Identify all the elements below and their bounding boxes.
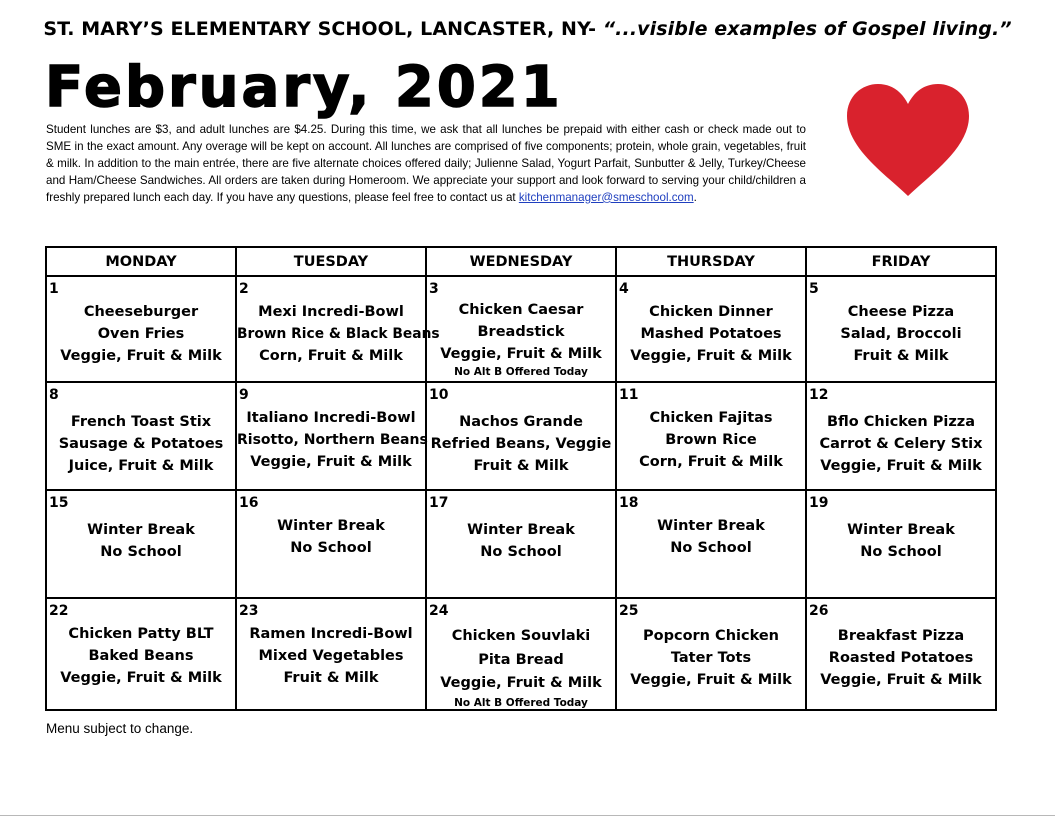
weekday-header: WEDNESDAY bbox=[426, 247, 616, 276]
menu-line: Veggie, Fruit & Milk bbox=[440, 346, 602, 362]
menu-line: Fruit & Milk bbox=[853, 348, 949, 364]
menu-line: Veggie, Fruit & Milk bbox=[630, 672, 792, 688]
menu-line: Brown Rice & Black Beans bbox=[237, 326, 440, 342]
day-menu bbox=[807, 301, 995, 367]
day-cell bbox=[806, 490, 996, 598]
menu-line: Corn, Fruit & Milk bbox=[639, 454, 783, 470]
day-menu bbox=[47, 301, 235, 367]
day-menu bbox=[47, 519, 235, 563]
menu-line: Chicken Patty BLT bbox=[68, 626, 214, 642]
menu-line: Fruit & Milk bbox=[283, 670, 379, 686]
menu-line: Fruit & Milk bbox=[473, 458, 569, 474]
menu-line: Salad, Broccoli bbox=[840, 326, 962, 342]
day-menu bbox=[617, 625, 805, 691]
day-menu bbox=[237, 515, 425, 559]
menu-line: Brown Rice bbox=[665, 432, 757, 448]
day-number: 4 bbox=[619, 281, 629, 297]
day-cell bbox=[46, 598, 236, 710]
menu-line: Veggie, Fruit & Milk bbox=[820, 458, 982, 474]
menu-line: No School bbox=[860, 544, 942, 560]
day-cell bbox=[426, 276, 616, 382]
school-name: ST. MARY’S ELEMENTARY SCHOOL, LANCASTER, NY- bbox=[43, 18, 597, 40]
week-row bbox=[46, 490, 996, 598]
menu-disclaimer: Menu subject to change. bbox=[46, 721, 194, 736]
menu-line: Nachos Grande bbox=[459, 414, 583, 430]
day-number: 3 bbox=[429, 281, 439, 297]
menu-line: Refried Beans, Veggie bbox=[430, 436, 612, 452]
day-number: 9 bbox=[239, 387, 249, 403]
day-number: 10 bbox=[429, 387, 449, 403]
intro-end: . bbox=[693, 190, 697, 204]
day-number: 1 bbox=[49, 281, 59, 297]
week-row bbox=[46, 598, 996, 710]
day-number: 17 bbox=[429, 495, 449, 511]
day-menu bbox=[47, 623, 235, 689]
day-menu bbox=[617, 301, 805, 367]
day-cell bbox=[616, 382, 806, 490]
menu-line: Winter Break bbox=[277, 518, 385, 534]
weekday-header: TUESDAY bbox=[236, 247, 426, 276]
day-number: 18 bbox=[619, 495, 639, 511]
day-number: 16 bbox=[239, 495, 259, 511]
menu-line: Winter Break bbox=[847, 522, 955, 538]
menu-line: Mexi Incredi-Bowl bbox=[258, 304, 404, 320]
menu-line: Chicken Souvlaki bbox=[451, 628, 591, 644]
weekday-header: FRIDAY bbox=[806, 247, 996, 276]
day-number: 19 bbox=[809, 495, 829, 511]
menu-line: Tater Tots bbox=[670, 650, 752, 666]
page-title: February, 2021 bbox=[45, 55, 563, 120]
menu-line: Pita Bread bbox=[478, 651, 564, 668]
day-cell bbox=[806, 382, 996, 490]
menu-line: Ramen Incredi-Bowl bbox=[249, 626, 413, 642]
menu-line: Chicken Dinner bbox=[649, 304, 773, 320]
menu-line: Roasted Potatoes bbox=[828, 650, 974, 666]
menu-line: No School bbox=[480, 544, 562, 560]
menu-line: Sausage & Potatoes bbox=[58, 436, 224, 452]
menu-line: Popcorn Chicken bbox=[643, 628, 779, 644]
day-menu bbox=[807, 625, 995, 691]
day-cell bbox=[616, 598, 806, 710]
menu-line: Cheeseburger bbox=[83, 304, 199, 320]
menu-line: Risotto, Northern Beans bbox=[237, 432, 428, 448]
menu-line: Carrot & Celery Stix bbox=[819, 436, 983, 452]
day-number: 15 bbox=[49, 495, 69, 511]
weekday-header: THURSDAY bbox=[616, 247, 806, 276]
menu-line: No School bbox=[100, 544, 182, 560]
menu-line: Veggie, Fruit & Milk bbox=[440, 675, 602, 691]
day-cell bbox=[236, 276, 440, 382]
menu-line: Winter Break bbox=[657, 518, 765, 534]
menu-line: Corn, Fruit & Milk bbox=[259, 348, 403, 364]
day-menu bbox=[237, 301, 440, 367]
day-cell bbox=[806, 598, 996, 710]
day-menu bbox=[237, 407, 428, 473]
intro-paragraph bbox=[46, 122, 806, 207]
day-menu bbox=[617, 407, 805, 473]
day-cell bbox=[616, 276, 806, 382]
menu-line: Juice, Fruit & Milk bbox=[68, 458, 214, 474]
day-menu bbox=[427, 625, 615, 710]
menu-line: French Toast Stix bbox=[70, 414, 212, 430]
day-menu bbox=[47, 411, 235, 477]
menu-line: No School bbox=[290, 540, 372, 556]
day-menu bbox=[427, 411, 615, 477]
alt-b-note: No Alt B Offered Today bbox=[454, 366, 588, 378]
day-number: 11 bbox=[619, 387, 639, 403]
day-number: 22 bbox=[49, 603, 69, 619]
day-cell bbox=[616, 490, 806, 598]
menu-line: Chicken Fajitas bbox=[649, 410, 773, 426]
menu-line: Breakfast Pizza bbox=[837, 628, 965, 644]
menu-line: Bflo Chicken Pizza bbox=[826, 414, 976, 430]
day-number: 12 bbox=[809, 387, 829, 403]
day-number: 25 bbox=[619, 603, 639, 619]
contact-email-link[interactable]: kitchenmanager@smeschool.com bbox=[518, 190, 694, 204]
heart-shape bbox=[847, 84, 969, 196]
day-cell bbox=[46, 490, 236, 598]
menu-line: Cheese Pizza bbox=[847, 304, 955, 320]
day-cell bbox=[46, 382, 236, 490]
weekday-header: MONDAY bbox=[46, 247, 236, 276]
menu-line: Veggie, Fruit & Milk bbox=[60, 348, 222, 364]
day-menu bbox=[617, 515, 805, 559]
intro-text: Student lunches are $3, and adult lunches are $4.25. During this time, we ask that all lunches be prepaid with either cash or check made out to SME in the exact amount. Any overage will be kept on account. All lunches are comprised of five components; protein, whole grain, vegetables, fruit & milk. In addition to the main entrée, there are five alternate choices offered daily; Julienne Salad, Yogurt Parfait, Sunbutter & Jelly, Turkey/Cheese and Ham/Cheese Sandwiches. All orders are taken during Homeroom. We appreciate your support and look forward to serving your child/children a freshly prepared lunch each day. If you have any questions, please feel free to contact us at bbox=[46, 123, 806, 204]
day-menu bbox=[807, 411, 995, 477]
menu-line: Veggie, Fruit & Milk bbox=[250, 454, 412, 470]
day-cell bbox=[426, 490, 616, 598]
day-menu bbox=[807, 519, 995, 563]
day-menu bbox=[427, 519, 615, 563]
day-cell bbox=[426, 382, 616, 490]
menu-line: Mixed Vegetables bbox=[258, 648, 404, 664]
day-cell bbox=[236, 598, 426, 710]
heart-icon bbox=[845, 82, 971, 198]
day-menu bbox=[237, 623, 425, 689]
weekday-header-row bbox=[46, 247, 996, 276]
day-number: 23 bbox=[239, 603, 259, 619]
week-row bbox=[46, 276, 996, 382]
menu-line: Winter Break bbox=[467, 522, 575, 538]
day-cell bbox=[236, 490, 426, 598]
day-number: 24 bbox=[429, 603, 449, 619]
day-cell bbox=[426, 598, 616, 710]
day-menu bbox=[427, 299, 615, 379]
school-header bbox=[0, 18, 1055, 40]
menu-line: Chicken Caesar bbox=[458, 302, 584, 318]
menu-line: Veggie, Fruit & Milk bbox=[630, 348, 792, 364]
menu-line: Mashed Potatoes bbox=[640, 326, 782, 342]
menu-line: Italiano Incredi-Bowl bbox=[246, 410, 416, 426]
alt-b-note: No Alt B Offered Today bbox=[454, 696, 588, 709]
menu-line: Oven Fries bbox=[97, 326, 185, 342]
day-cell bbox=[806, 276, 996, 382]
menu-line: Baked Beans bbox=[88, 648, 194, 664]
day-number: 5 bbox=[809, 281, 819, 297]
menu-line: No School bbox=[670, 540, 752, 556]
day-number: 8 bbox=[49, 387, 59, 403]
day-cell bbox=[46, 276, 236, 382]
lunch-calendar bbox=[45, 246, 997, 711]
page-divider bbox=[0, 815, 1055, 816]
day-number: 2 bbox=[239, 281, 249, 297]
day-cell bbox=[236, 382, 426, 490]
menu-line: Veggie, Fruit & Milk bbox=[820, 672, 982, 688]
school-motto: “...visible examples of Gospel living.” bbox=[602, 18, 1012, 40]
menu-line: Veggie, Fruit & Milk bbox=[60, 670, 222, 686]
menu-line: Breadstick bbox=[477, 324, 565, 340]
day-number: 26 bbox=[809, 603, 829, 619]
week-row bbox=[46, 382, 996, 490]
menu-line: Winter Break bbox=[87, 522, 195, 538]
